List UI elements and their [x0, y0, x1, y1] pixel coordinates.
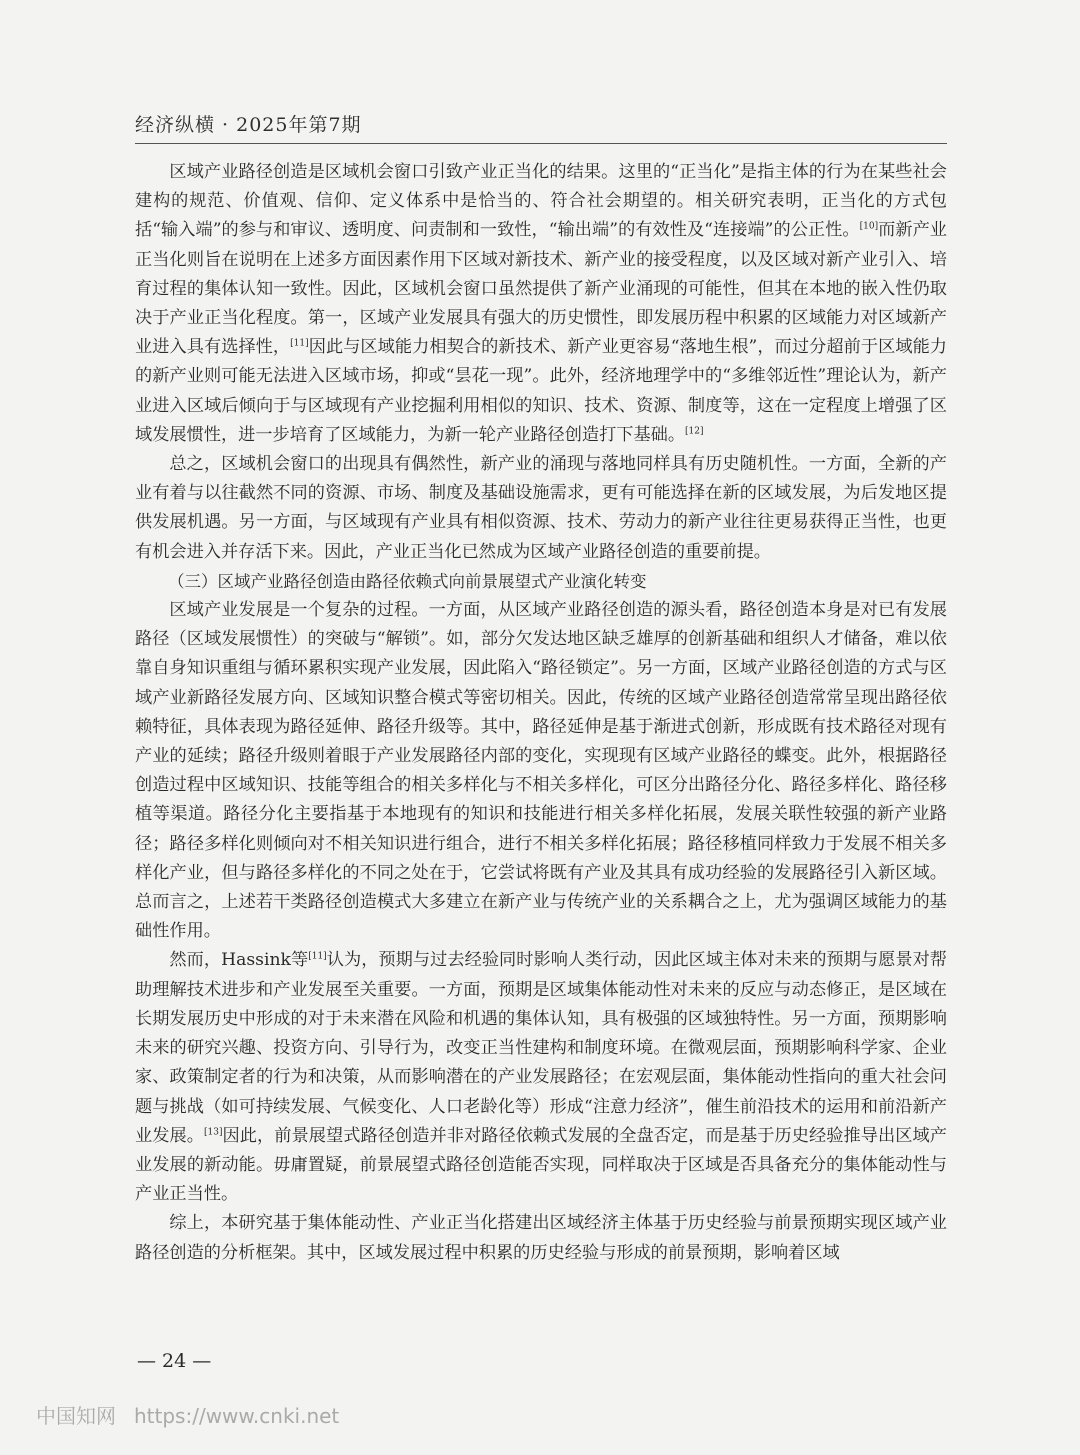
citation: [12] — [685, 426, 704, 437]
paragraph: 区域产业发展是一个复杂的过程。一方面，从区域产业路径创造的源头看，路径创造本身是对已有发展路径（区域发展惯性）的突破与“解锁”。如，部分欠发达地区缺乏雄厚的创新基础和组织人才储备，难以依靠自身知识重组与循环累积实现产业发展，因此陷入“路径锁定”。另一方面，区域产业路径创造的方式与区域产业新路径发展方向、区域知识整合模式等密切相关。因此，传统的区域产业路径创造常常呈现出路径依赖特征，具体表现为路径延伸、路径升级等。其中，路径延伸是基于渐进式创新，形成既有技术路径对现有产业的延续；路径升级则着眼于产业发展路径内部的变化，实现现有区域产业路径的蝶变。此外，根据路径创造过程中区域知识、技能等组合的相关多样化与不相关多样化，可区分出路径分化、路径多样化、路径移植等渠道。路径分化主要指基于本地现有的知识和技能进行相关多样化拓展，发展关联性较强的新产业路径；路径多样化则倾向对不相关知识进行组合，进行不相关多样化拓展；路径移植同样致力于发展不相关多样化产业，但与路径多样化的不同之处在于，它尝试将既有产业及其具有成功经验的发展路径引入新区域。总而言之，上述若干类路径创造模式大多建立在新产业与传统产业的关系耦合之上，尤为强调区域能力的基础性作用。 — [135, 600, 947, 942]
watermark-brand: 中国知网 — [36, 1404, 116, 1428]
citation: [11] — [308, 951, 327, 962]
paragraph: 总之，区域机会窗口的出现具有偶然性，新产业的涌现与落地同样具有历史随机性。一方面，全新的产业有着与以往截然不同的资源、市场、制度及基础设施需求，更有可能选择在新的区域发展，为后发地区提供发展机遇。另一方面，与区域现有产业具有相似资源、技术、劳动力的新产业往往更易获得正当性，也更有机会进入并存活下来。因此，产业正当化已然成为区域产业路径创造的重要前提。 — [135, 454, 947, 562]
watermark-url: https://www.cnki.net — [134, 1404, 340, 1428]
article-body — [135, 158, 947, 1268]
paragraph: 区域产业路径创造是区域机会窗口引致产业正当化的结果。这里的“正当化”是指主体的行为在某些社会建构的规范、价值观、信仰、定义体系中是恰当的、符合社会期望的。相关研究表明，正当化的方式包括“输入端”的参与和审议、透明度、问责制和一致性，“输出端”的有效性及“连接端”的公正性。[10]而新产业正当化则旨在说明在上述多方面因素作用下区域对新技术、新产业的接受程度，以及区域对新产业引入、培育过程的集体认知一致性。因此，区域机会窗口虽然提供了新产业涌现的可能性，但其在本地的嵌入性仍取决于产业正当化程度。第一，区域产业发展具有强大的历史惯性，即发展历程中积累的区域能力对区域新产业进入具有选择性，[11]因此与区域能力相契合的新技术、新产业更容易“落地生根”，而过分超前于区域能力的新产业则可能无法进入区域市场，抑或“昙花一现”。此外，经济地理学中的“多维邻近性”理论认为，新产业进入区域后倾向于与区域现有产业挖掘利用相似的知识、技术、资源、制度等，这在一定程度上增强了区域发展惯性，进一步培育了区域能力，为新一轮产业路径创造打下基础。[12] — [135, 162, 947, 445]
page-number: — 24 — — [137, 1350, 212, 1372]
header-rule — [135, 143, 947, 144]
citation: [13] — [204, 1126, 223, 1137]
paragraph: 然而，Hassink等[11]认为，预期与过去经验同时影响人类行动，因此区域主体对未来的预期与愿景对帮助理解技术进步和产业发展至关重要。一方面，预期是区域集体能动性对未来的反应与动态修正，是区域在长期发展历史中形成的对于未来潜在风险和机遇的集体认知，具有极强的区域独特性。另一方面，预期影响未来的研究兴趣、投资方向、引导行为，改变正当性建构和制度环境。在微观层面，预期影响科学家、企业家、政策制定者的行为和决策，从而影响潜在的产业发展路径；在宏观层面，集体能动性指向的重大社会问题与挑战（如可持续发展、气候变化、人口老龄化等）形成“注意力经济”，催生前沿技术的运用和前沿新产业发展。[13]因此，前景展望式路径创造并非对路径依赖式发展的全盘否定，而是基于历史经验推导出区域产业发展的新动能。毋庸置疑，前景展望式路径创造能否实现，同样取决于区域是否具备充分的集体能动性与产业正当性。 — [135, 950, 947, 1205]
paragraph: 综上，本研究基于集体能动性、产业正当化搭建出区域经济主体基于历史经验与前景预期实现区域产业路径创造的分析框架。其中，区域发展过程中积累的历史经验与形成的前景预期，影响着区域 — [135, 1213, 947, 1263]
journal-header: 经济纵横 · 2025年第7期 — [135, 114, 362, 136]
section-heading: （三）区域产业路径创造由路径依赖式向前景展望式产业演化转变 — [168, 571, 647, 591]
watermark — [36, 1400, 339, 1429]
citation: [10] — [859, 221, 879, 232]
citation: [11] — [290, 338, 309, 349]
